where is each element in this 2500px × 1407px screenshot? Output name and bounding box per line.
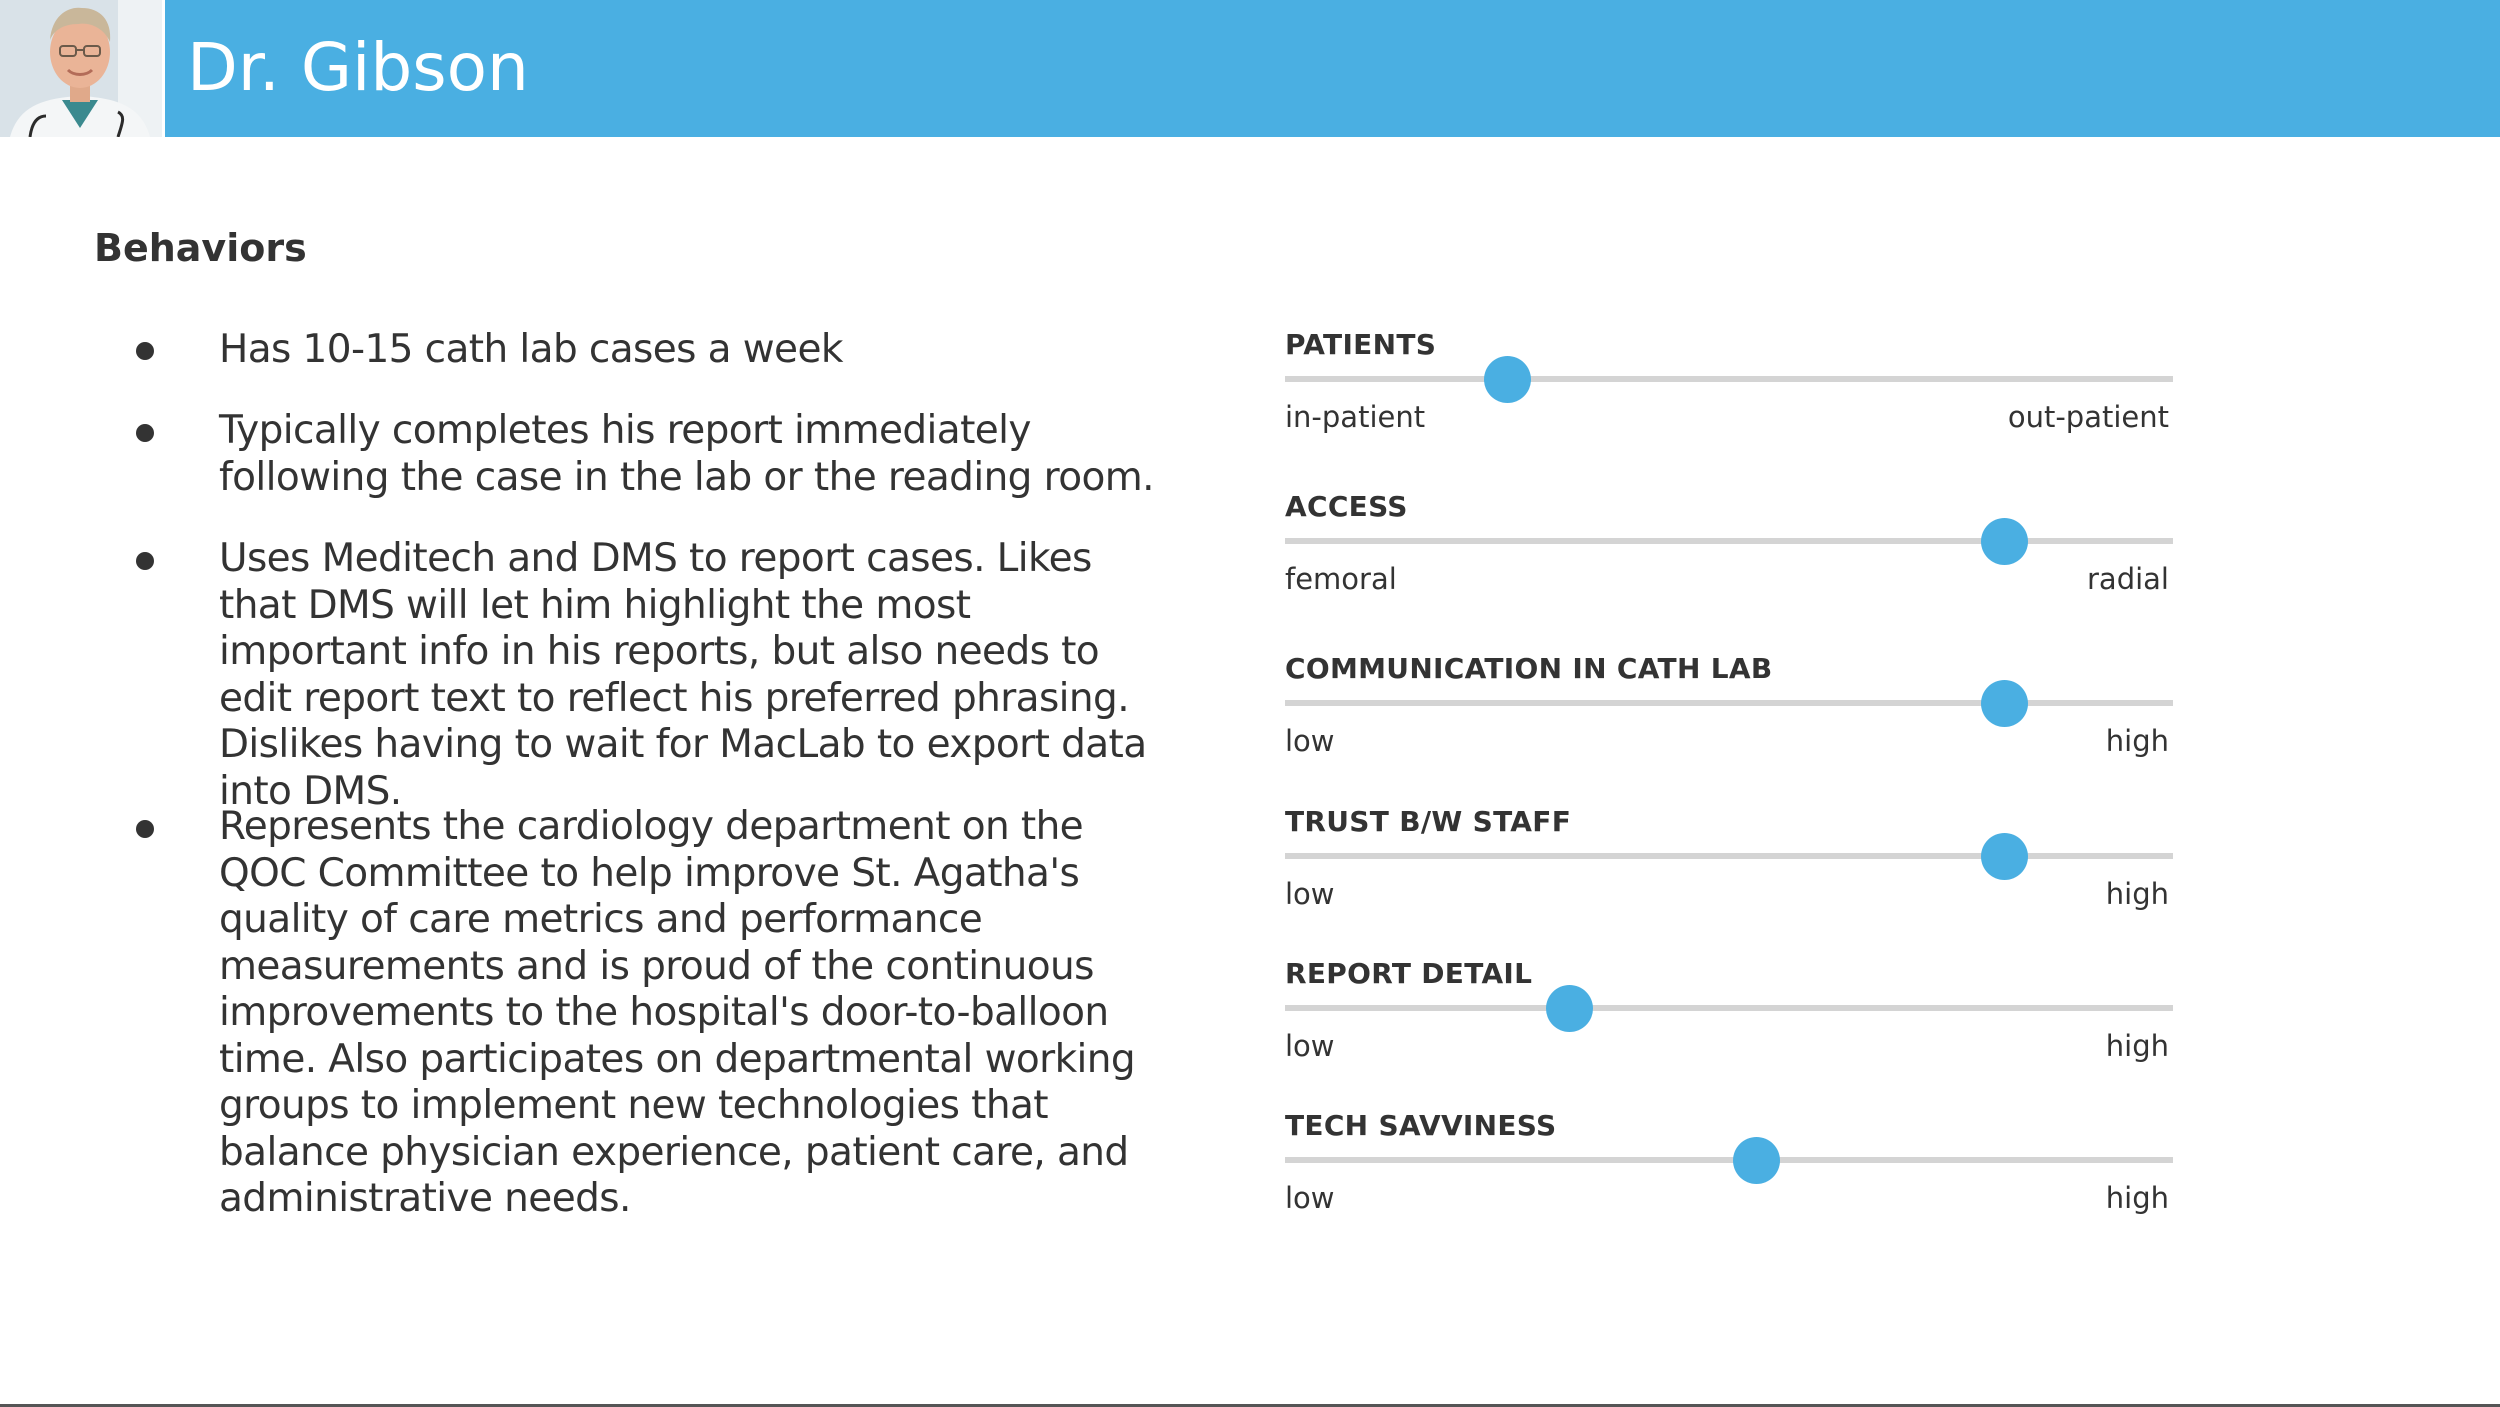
slider-min-label: femoral — [1285, 562, 1397, 596]
slider-knob[interactable] — [1484, 356, 1531, 403]
bullet-icon — [136, 820, 154, 838]
slider-max-label: high — [2105, 1029, 2169, 1063]
slider-trust — [1285, 805, 2173, 915]
slider-knob[interactable] — [1981, 680, 2028, 727]
slider-tech-savviness — [1285, 1109, 2173, 1219]
persona-name: Dr. Gibson — [187, 29, 529, 106]
slider-knob[interactable] — [1546, 985, 1593, 1032]
bullet-icon — [136, 552, 154, 570]
persona-header — [0, 0, 2500, 137]
avatar — [0, 0, 162, 137]
slider-knob[interactable] — [1733, 1137, 1780, 1184]
slider-label: REPORT DETAIL — [1285, 957, 1533, 990]
bullet-icon — [136, 342, 154, 360]
slider-label: PATIENTS — [1285, 328, 1437, 361]
slider-track — [1285, 853, 2173, 859]
slider-track — [1285, 1005, 2173, 1011]
slider-min-label: low — [1285, 1029, 1335, 1063]
slider-min-label: low — [1285, 1181, 1335, 1215]
slider-max-label: high — [2105, 724, 2169, 758]
slider-min-label: low — [1285, 724, 1335, 758]
slider-knob[interactable] — [1981, 518, 2028, 565]
bullet-icon — [136, 424, 154, 442]
slider-min-label: low — [1285, 877, 1335, 911]
slider-label: TECH SAVVINESS — [1285, 1109, 1557, 1142]
slider-track — [1285, 376, 2173, 382]
slider-communication — [1285, 652, 2173, 762]
behaviors-heading: Behaviors — [94, 226, 307, 270]
slider-track — [1285, 700, 2173, 706]
slider-max-label: radial — [2087, 562, 2169, 596]
slider-min-label: in-patient — [1285, 400, 1426, 434]
doctor-portrait-image — [0, 0, 162, 137]
slider-max-label: high — [2105, 1181, 2169, 1215]
slider-knob[interactable] — [1981, 833, 2028, 880]
behavior-text: Typically completes his report immediately following the case in the lab or the reading room. — [219, 408, 1154, 500]
slider-label: COMMUNICATION IN CATH LAB — [1285, 652, 1773, 685]
slider-label: TRUST B/W STAFF — [1285, 805, 1572, 838]
slider-max-label: high — [2105, 877, 2169, 911]
slider-report-detail — [1285, 957, 2173, 1067]
slider-max-label: out-patient — [2007, 400, 2169, 434]
behavior-text: Has 10-15 cath lab cases a week — [219, 327, 843, 372]
slider-track — [1285, 1157, 2173, 1163]
slider-patients — [1285, 328, 2173, 438]
slider-access — [1285, 490, 2173, 600]
slider-track — [1285, 538, 2173, 544]
behavior-text: Represents the cardiology department on the QOC Committee to help improve St. Agatha's quality of care metrics and performance measurements and is proud of the continuous improvements to the hospital's door-to-balloon time. Also participates on departmental working groups to implement new technologies that balance physician experience, patient care, and administrative needs. — [219, 804, 1136, 1221]
slider-label: ACCESS — [1285, 490, 1408, 523]
behavior-text: Uses Meditech and DMS to report cases. Likes that DMS will let him highlight the most important info in his reports, but also needs to edit report text to reflect his preferred phrasing. Dislikes having to wait for MacLab to export data into DMS. — [219, 536, 1147, 814]
